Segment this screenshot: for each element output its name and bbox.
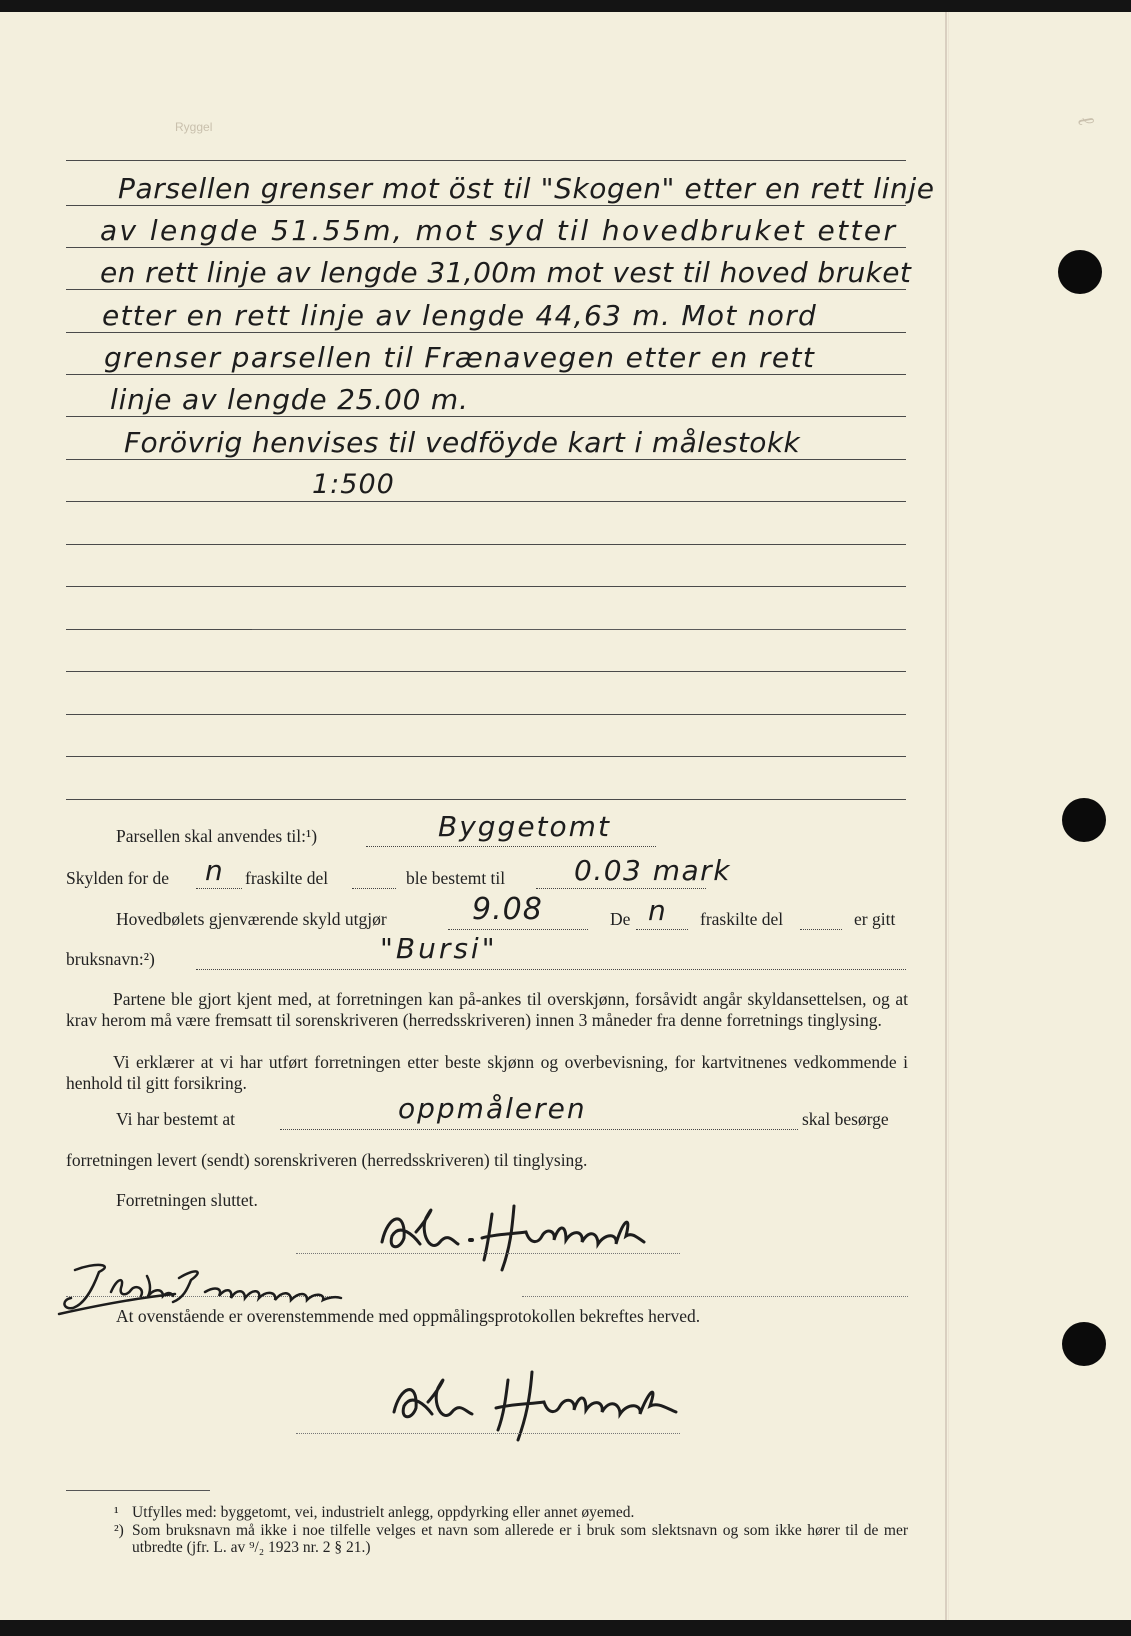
handwritten-line-6: linje av lengde 25.00 m. bbox=[110, 383, 469, 416]
bestemt-value: oppmåleren bbox=[398, 1092, 587, 1125]
ruled-line bbox=[66, 374, 906, 375]
levert-line: forretningen levert (sendt) sorenskriveren (herredsskriveren) til tinglysing. bbox=[66, 1150, 588, 1170]
ruled-line bbox=[66, 459, 906, 460]
tax-label-b: fraskilte del bbox=[245, 868, 329, 888]
ruled-line bbox=[66, 671, 906, 672]
footnote-2: Som bruksnavn må ikke i noe tilfelle velges et navn som allerede er i bruk som slektsnavn og som ikke hører til de mer utbredte (jfr. L. av ⁹/₂ 1923 nr. 2 § 21.) bbox=[132, 1522, 908, 1556]
punch-hole-bottom bbox=[1062, 1322, 1106, 1366]
signature-1 bbox=[370, 1192, 670, 1282]
handwritten-line-7: Forövrig henvises til vedföyde kart i målestokk bbox=[124, 426, 801, 459]
besorge-label: skal besørge bbox=[802, 1109, 889, 1129]
remaining-de: De bbox=[610, 909, 631, 929]
bestemt-label: Vi har bestemt at bbox=[116, 1109, 235, 1129]
tax-dotted-b bbox=[536, 888, 706, 889]
use-dotted-line bbox=[366, 846, 656, 847]
ruled-line bbox=[66, 332, 906, 333]
bruksnavn-dotted bbox=[196, 969, 906, 970]
signature-3-dotted bbox=[296, 1433, 680, 1434]
ruled-line-short bbox=[66, 629, 252, 630]
bruksnavn-label: bruksnavn:²) bbox=[66, 949, 155, 969]
appeal-paragraph: Partene ble gjort kjent med, at forretningen kan på-ankes til overskjønn, forsåvidt angår skyldansettelsen, og at krav herom må være fremsatt til sorenskriveren (herredsskriveren) innen 3 måneder fra denne forretnings tinglysing. bbox=[66, 989, 908, 1030]
bestemt-dotted bbox=[280, 1129, 798, 1130]
tax-n-value: n bbox=[205, 854, 224, 887]
use-label: Parsellen skal anvendes til:¹) bbox=[116, 826, 318, 846]
margin-line-secondary bbox=[948, 12, 949, 1620]
ruled-line bbox=[66, 247, 906, 248]
handwritten-line-2: av lengde 51.55m, mot syd til hovedbruket etter bbox=[100, 214, 898, 247]
handwritten-line-5: grenser parsellen til Frænavegen etter en rett bbox=[104, 341, 816, 374]
remaining-n-dotted bbox=[636, 929, 688, 930]
ruled-line bbox=[66, 416, 906, 417]
punch-hole-middle bbox=[1062, 798, 1106, 842]
footnote-2-mark: ²) bbox=[114, 1522, 124, 1539]
remaining-dotted-b bbox=[800, 929, 842, 930]
remaining-fraskilte: fraskilte del bbox=[700, 909, 784, 929]
margin-line bbox=[945, 12, 947, 1620]
remaining-dotted bbox=[448, 929, 588, 930]
document-page bbox=[0, 12, 1131, 1620]
remaining-value: 9.08 bbox=[472, 892, 543, 927]
ruled-line bbox=[252, 629, 906, 630]
corner-mark: ℓ bbox=[1073, 115, 1099, 127]
bruksnavn-value: "Bursi" bbox=[380, 932, 498, 965]
signature-1-dotted bbox=[296, 1253, 680, 1254]
ruled-line bbox=[66, 289, 906, 290]
footnote-1-mark: ¹ bbox=[114, 1504, 119, 1521]
footnote-1: Utfylles med: byggetomt, vei, industrielt anlegg, oppdyrking eller annet øyemed. bbox=[132, 1504, 635, 1521]
ruled-line bbox=[66, 714, 906, 715]
sluttet-text: Forretningen sluttet. bbox=[116, 1190, 258, 1210]
ruled-line bbox=[66, 501, 906, 502]
handwritten-scale: 1:500 bbox=[312, 469, 395, 500]
tax-value: 0.03 mark bbox=[574, 854, 731, 887]
faint-stamp-text: Ryggel bbox=[175, 120, 213, 134]
ruled-line bbox=[66, 756, 906, 757]
ruled-line bbox=[66, 586, 906, 587]
remaining-label: Hovedbølets gjenværende skyld utgjør bbox=[116, 909, 387, 929]
remaining-er-gitt: er gitt bbox=[854, 909, 896, 929]
declaration-paragraph: Vi erklærer at vi har utført forretningen etter beste skjønn og overbevisning, for kartvitnenes vedkommende i henhold til gitt forsikring. bbox=[66, 1052, 908, 1093]
confirm-text: At ovenstående er overenstemmende med oppmålingsprotokollen bekreftes herved. bbox=[116, 1306, 701, 1326]
handwritten-line-3: en rett linje av lengde 31,00m mot vest til hoved bruket bbox=[100, 256, 912, 289]
ruled-line bbox=[66, 160, 906, 161]
tax-dotted-a bbox=[352, 888, 396, 889]
tax-label-c: ble bestemt til bbox=[406, 868, 506, 888]
punch-hole-top bbox=[1058, 250, 1102, 294]
signature-2b-dotted bbox=[522, 1296, 908, 1297]
tax-label-a: Skylden for de bbox=[66, 868, 170, 888]
footnote-divider bbox=[66, 1490, 210, 1491]
use-value: Byggetomt bbox=[438, 810, 611, 843]
remaining-n: n bbox=[648, 894, 667, 927]
ruled-line bbox=[66, 205, 906, 206]
ruled-line bbox=[66, 544, 906, 545]
handwritten-line-1: Parsellen grenser mot öst til "Skogen" etter en rett linje bbox=[118, 172, 935, 205]
handwritten-line-4: etter en rett linje av lengde 44,63 m. Mot nord bbox=[102, 299, 818, 332]
tax-n-dotted bbox=[196, 888, 242, 889]
ruled-line bbox=[66, 799, 906, 800]
